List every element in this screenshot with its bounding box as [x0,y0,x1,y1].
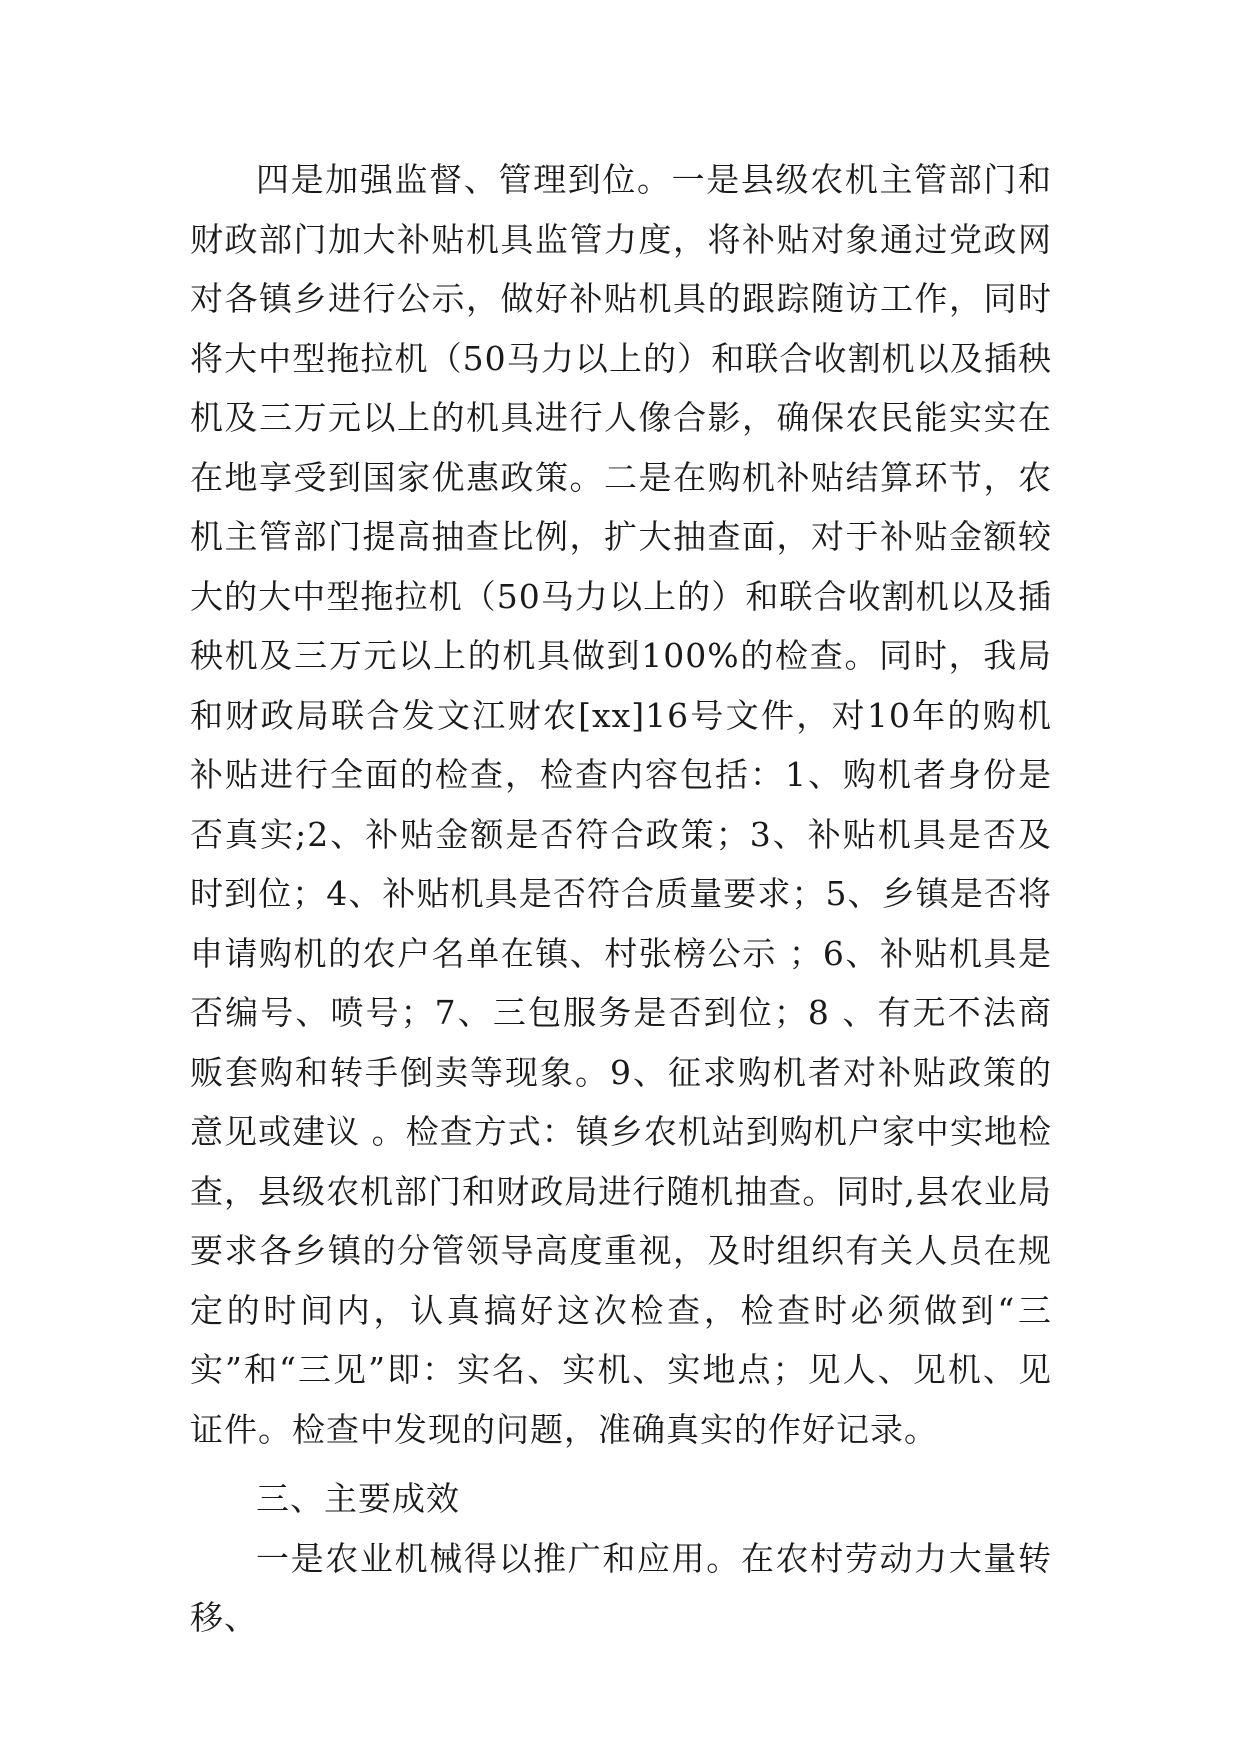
document-body [190,150,1052,1648]
section-heading-main-results: 三、主要成效 [256,1479,460,1518]
paragraph-supervision: 四是加强监督、管理到位。一是县级农机主管部门和财政部门加大补贴机具监管力度，将补贴对象通过党政网对各镇乡进行公示，做好补贴机具的跟踪随访工作，同时将大中型拖拉机（50马力以上的）和联合收割机以及插秧机及三万元以上的机具进行人像合影，确保农民能实实在在地享受到国家优惠政策。二是在购机补贴结算环节，农机主管部门提高抽查比例，扩大抽查面，对于补贴金额较大的大中型拖拉机（50马力以上的）和联合收割机以及插秧机及三万元以上的机具做到100%的检查。同时，我局和财政局联合发文江财农[xx]16号文件，对10年的购机补贴进行全面的检查，检查内容包括：1、购机者身份是否真实;2、补贴金额是否符合政策；3、补贴机具是否及时到位；4、补贴机具是否符合质量要求；5、乡镇是否将申请购机的农户名单在镇、村张榜公示 ；6、补贴机具是否编号、喷号；7、三包服务是否到位；8 、有无不法商贩套购和转手倒卖等现象。9、征求购机者对补贴政策的意见或建议 。检查方式：镇乡农机站到购机户家中实地检查，县级农机部门和财政局进行随机抽查。同时,县农业局要求各乡镇的分管领导高度重视，及时组织有关人员在规定的时间内，认真搞好这次检查，检查时必须做到“三实”和“三见”即：实名、实机、实地点；见人、见机、见证件。检查中发现的问题，准确真实的作好记录。 [190,160,1052,1449]
paragraph-mechanization: 一是农业机械得以推广和应用。在农村劳动力大量转移、 [190,1538,1052,1637]
